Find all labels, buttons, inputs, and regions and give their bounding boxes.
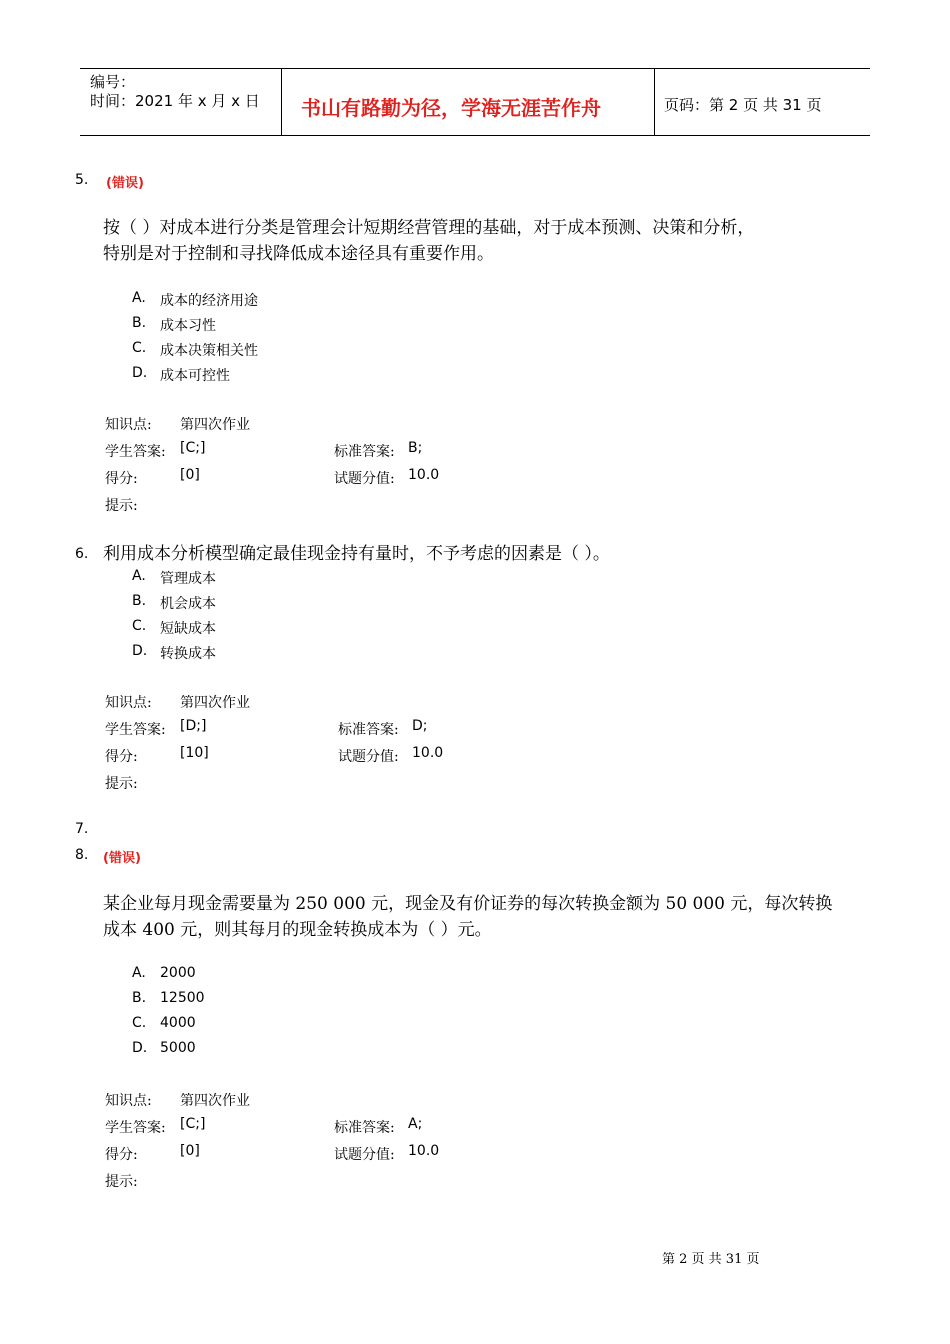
student-answer-label: 学生答案: <box>105 722 166 738</box>
knowledge-label: 知识点: <box>105 695 152 711</box>
hint-label: 提示: <box>105 776 138 792</box>
points-label: 试题分值: <box>334 471 395 487</box>
score-label: 得分: <box>105 471 138 487</box>
knowledge-label: 知识点: <box>105 1093 152 1109</box>
option-text: 12500 <box>160 990 205 1006</box>
option-b[interactable] <box>132 315 216 334</box>
student-answer-label: 学生答案: <box>105 1120 166 1136</box>
option-text: 转换成本 <box>160 646 216 662</box>
score-label: 得分: <box>105 1147 138 1163</box>
option-a[interactable] <box>132 965 196 981</box>
standard-answer-label: 标准答案: <box>334 444 395 460</box>
option-text: 4000 <box>160 1015 196 1031</box>
points-label: 试题分值: <box>334 1147 395 1163</box>
option-text: 2000 <box>160 965 196 981</box>
question-stem: 按（ ）对成本进行分类是管理会计短期经营管理的基础，对于成本预测、决策和分析， <box>103 218 755 238</box>
option-text: 成本习性 <box>160 318 216 334</box>
points-label: 试题分值: <box>338 749 399 765</box>
header-bottom-rule <box>80 135 870 136</box>
option-letter: B. <box>132 593 147 609</box>
score-label: 得分: <box>105 749 138 765</box>
option-c[interactable] <box>132 1015 196 1031</box>
option-letter: D. <box>132 1040 148 1056</box>
score-value: [0] <box>180 467 200 483</box>
option-b[interactable] <box>132 593 216 612</box>
question-number: 6. <box>75 546 89 562</box>
option-a[interactable] <box>132 290 258 309</box>
option-letter: C. <box>132 1015 147 1031</box>
standard-answer-value: D; <box>412 718 428 734</box>
student-answer-value: [C;] <box>180 1116 206 1132</box>
option-letter: D. <box>132 643 148 659</box>
knowledge-value: 第四次作业 <box>180 417 250 433</box>
points-value: 10.0 <box>408 1143 440 1159</box>
option-letter: D. <box>132 365 148 381</box>
header-serial: 编号： <box>90 73 136 91</box>
option-letter: A. <box>132 965 146 981</box>
status-badge: (错误) <box>103 851 141 866</box>
question-stem: 某企业每月现金需要量为 250 000 元，现金及有价证券的每次转换金额为 50 000 元，每次转换 <box>103 894 833 914</box>
knowledge-value: 第四次作业 <box>180 695 250 711</box>
option-letter: B. <box>132 315 147 331</box>
option-c[interactable] <box>132 618 216 637</box>
points-value: 10.0 <box>408 467 440 483</box>
option-letter: A. <box>132 290 146 306</box>
student-answer-value: [D;] <box>180 718 207 734</box>
option-text: 管理成本 <box>160 571 216 587</box>
option-d[interactable] <box>132 1040 196 1056</box>
question-stem: 利用成本分析模型确定最佳现金持有量时，不予考虑的因素是（ ）。 <box>103 544 610 564</box>
option-d[interactable] <box>132 643 216 662</box>
standard-answer-label: 标准答案: <box>334 1120 395 1136</box>
score-value: [0] <box>180 1143 200 1159</box>
option-letter: B. <box>132 990 147 1006</box>
option-text: 成本的经济用途 <box>160 293 258 309</box>
option-a[interactable] <box>132 568 216 587</box>
question-7-number: 7. <box>75 821 89 837</box>
question-number: 5. <box>75 172 89 188</box>
question-stem-cont: 特别是对于控制和寻找降低成本途径具有重要作用。 <box>103 244 494 264</box>
header-motto: 书山有路勤为径，学海无涯苦作舟 <box>301 96 601 120</box>
option-text: 成本可控性 <box>160 368 230 384</box>
knowledge-value: 第四次作业 <box>180 1093 250 1109</box>
question-number: 8. <box>75 847 89 863</box>
points-value: 10.0 <box>412 745 444 761</box>
option-letter: C. <box>132 618 147 634</box>
standard-answer-value: B; <box>408 440 423 456</box>
standard-answer-label: 标准答案: <box>338 722 399 738</box>
header-top-rule <box>80 68 870 69</box>
option-letter: C. <box>132 340 147 356</box>
score-value: [10] <box>180 745 209 761</box>
option-d[interactable] <box>132 365 230 384</box>
status-badge: (错误) <box>106 176 144 191</box>
hint-label: 提示: <box>105 1174 138 1190</box>
option-text: 成本决策相关性 <box>160 343 258 359</box>
student-answer-label: 学生答案: <box>105 444 166 460</box>
option-text: 5000 <box>160 1040 196 1056</box>
option-c[interactable] <box>132 340 258 359</box>
hint-label: 提示: <box>105 498 138 514</box>
option-b[interactable] <box>132 990 205 1006</box>
option-letter: A. <box>132 568 146 584</box>
header-divider-right <box>654 68 655 136</box>
question-stem-cont: 成本 400 元，则其每月的现金转换成本为（ ）元。 <box>103 920 492 940</box>
standard-answer-value: A; <box>408 1116 423 1132</box>
header-time: 时间：2021 年 x 月 x 日 <box>90 92 260 110</box>
student-answer-value: [C;] <box>180 440 206 456</box>
knowledge-label: 知识点: <box>105 417 152 433</box>
header-page-info: 页码：第 2 页 共 31 页 <box>664 96 822 114</box>
page-footer: 第 2 页 共 31 页 <box>662 1252 760 1267</box>
header-divider-left <box>281 68 282 136</box>
option-text: 机会成本 <box>160 596 216 612</box>
option-text: 短缺成本 <box>160 621 216 637</box>
